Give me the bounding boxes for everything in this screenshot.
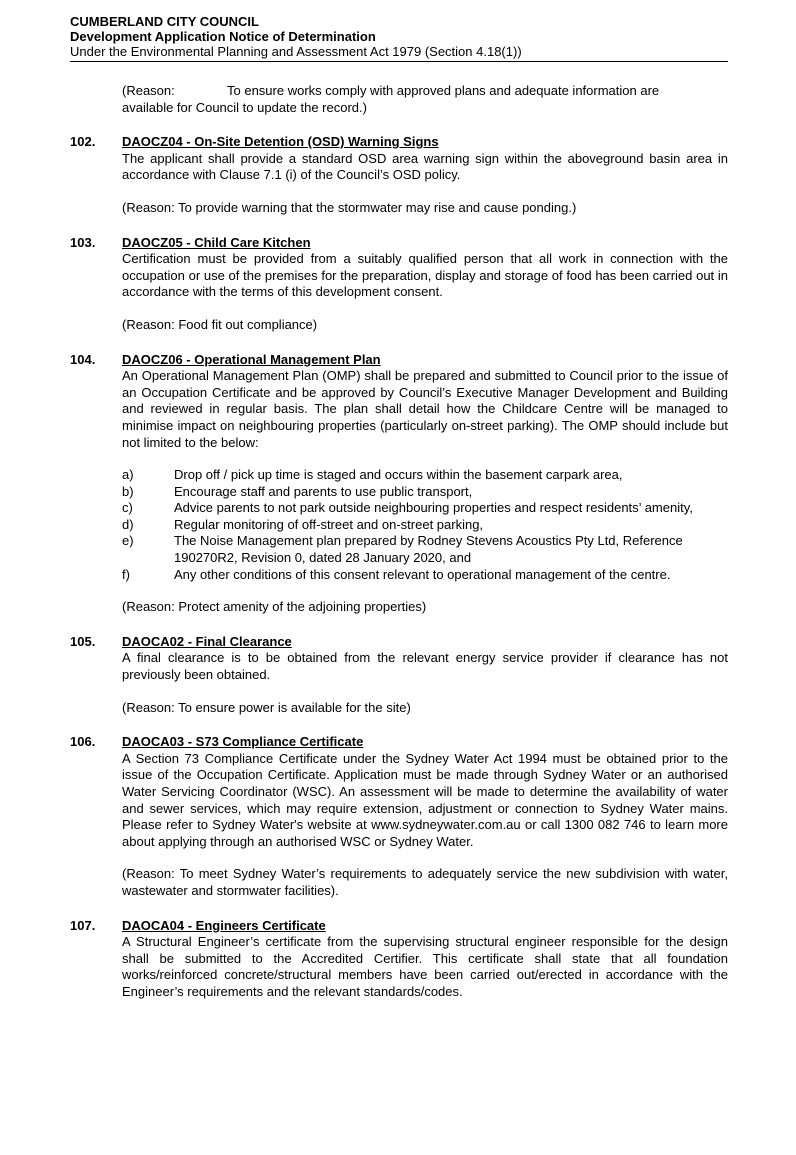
condition-number: 106.: [70, 734, 96, 750]
list-letter: e): [122, 533, 134, 549]
condition-reason: (Reason: Food fit out compliance): [122, 316, 318, 332]
condition-title: DAOCZ04 - On-Site Detention (OSD) Warning Signs: [122, 134, 439, 150]
condition-105: [70, 634, 728, 716]
condition-102: [70, 134, 728, 216]
list-letter: c): [122, 500, 133, 516]
list-text: Drop off / pick up time is staged and occurs within the basement carpark area,: [174, 467, 623, 483]
council-name: CUMBERLAND CITY COUNCIL: [70, 14, 259, 29]
top-reason: [122, 83, 728, 116]
list-letter: b): [122, 483, 134, 499]
condition-body: An Operational Management Plan (OMP) shall be prepared and submitted to Council prior to the issue of an Occupation Certificate and be approved by Council’s Executive Manager Development and Building and reviewed in regular basis. The plan shall detail how the Childcare Centre will be managed to minimise impact on neighbouring properties (particularly on-street parking). The OMP should include but not limited to the below:: [122, 368, 728, 450]
top-reason-first-line: To ensure works comply with approved plans and adequate information are: [227, 83, 660, 98]
condition-title: DAOCA02 - Final Clearance: [122, 633, 292, 649]
condition-body: A final clearance is to be obtained from the relevant energy service provider if clearance has not previously been obtained.: [122, 650, 728, 683]
condition-title: DAOCZ05 - Child Care Kitchen: [122, 234, 311, 250]
condition-number: 102.: [70, 134, 96, 150]
list-text: Any other conditions of this consent relevant to operational management of the centre.: [174, 566, 671, 582]
condition-number: 107.: [70, 917, 96, 933]
condition-body: The applicant shall provide a standard OSD area warning sign within the aboveground basin area in accordance with Clause 7.1 (i) of the Council’s OSD policy.: [122, 150, 728, 183]
document-body: [70, 83, 728, 1001]
notice-title: Development Application Notice of Determination: [70, 29, 376, 44]
condition-number: 105.: [70, 633, 96, 649]
list-letter: d): [122, 516, 134, 532]
condition-title: DAOCA03 - S73 Compliance Certificate: [122, 734, 364, 750]
act-reference: Under the Environmental Planning and Assessment Act 1979 (Section 4.18(1)): [70, 44, 522, 59]
top-reason-label: (Reason:: [122, 83, 175, 98]
condition-reason: (Reason: Protect amenity of the adjoining properties): [122, 599, 427, 615]
condition-body: A Structural Engineer’s certificate from the supervising structural engineer responsible for the design shall be submitted to the Accredited Certifier. This certificate shall state that all foundation works/reinforced concrete/structural members have been carried out/erected in accordance with the Engineer’s requirements and the relevant standards/codes.: [122, 934, 728, 999]
list-text: Advice parents to not park outside neighbouring properties and respect residents’ amenity,: [174, 500, 693, 516]
list-item: [122, 517, 728, 534]
condition-104: [70, 352, 728, 616]
condition-title: DAOCA04 - Engineers Certificate: [122, 917, 326, 933]
top-reason-rest: available for Council to update the record.): [122, 99, 367, 115]
header-divider: [70, 61, 728, 62]
condition-body: Certification must be provided from a suitably qualified person that all work in connection with the occupation or use of the premises for the preparation, display and storage of food has been carried out in accordance with the terms of this development consent.: [122, 251, 728, 300]
condition-107: [70, 918, 728, 1001]
condition-number: 103.: [70, 234, 96, 250]
list-text: Regular monitoring of off-street and on-street parking,: [174, 516, 484, 532]
omp-list: [122, 467, 728, 583]
list-text: Encourage staff and parents to use public transport,: [174, 483, 473, 499]
list-item: [122, 467, 728, 484]
list-letter: f): [122, 566, 130, 582]
list-item: [122, 567, 728, 584]
condition-reason: (Reason: To meet Sydney Water’s requirements to adequately service the new subdivision with water, wastewater and stormwater facilities).: [122, 866, 728, 898]
condition-body: A Section 73 Compliance Certificate under the Sydney Water Act 1994 must be obtained prior to the issue of the Occupation Certificate. Application must be made through Sydney Water or an authorised Water Servicing Coordinator (WSC). An assessment will be made to determine the availability of water and sewer services, which may require extension, adjustment or connection to Sydney Water mains. Please refer to Sydney Water's website at www.sydneywater.com.au or call 1300 082 746 to learn more about applying through an authorised WSC or Sydney Water.: [122, 750, 728, 849]
list-text: The Noise Management plan prepared by Rodney Stevens Acoustics Pty Ltd, Reference 190270R2, Revision 0, dated 28 January 2020, and: [174, 533, 683, 566]
page-header: [70, 14, 728, 59]
list-item: [122, 484, 728, 501]
condition-title: DAOCZ06 - Operational Management Plan: [122, 351, 381, 367]
list-item: [122, 500, 728, 517]
condition-106: [70, 734, 728, 899]
list-letter: a): [122, 467, 134, 483]
list-item: [122, 533, 728, 566]
condition-number: 104.: [70, 351, 96, 367]
condition-reason: (Reason: To ensure power is available for the site): [122, 699, 411, 715]
condition-reason: (Reason: To provide warning that the stormwater may rise and cause ponding.): [122, 199, 577, 215]
condition-103: [70, 235, 728, 334]
